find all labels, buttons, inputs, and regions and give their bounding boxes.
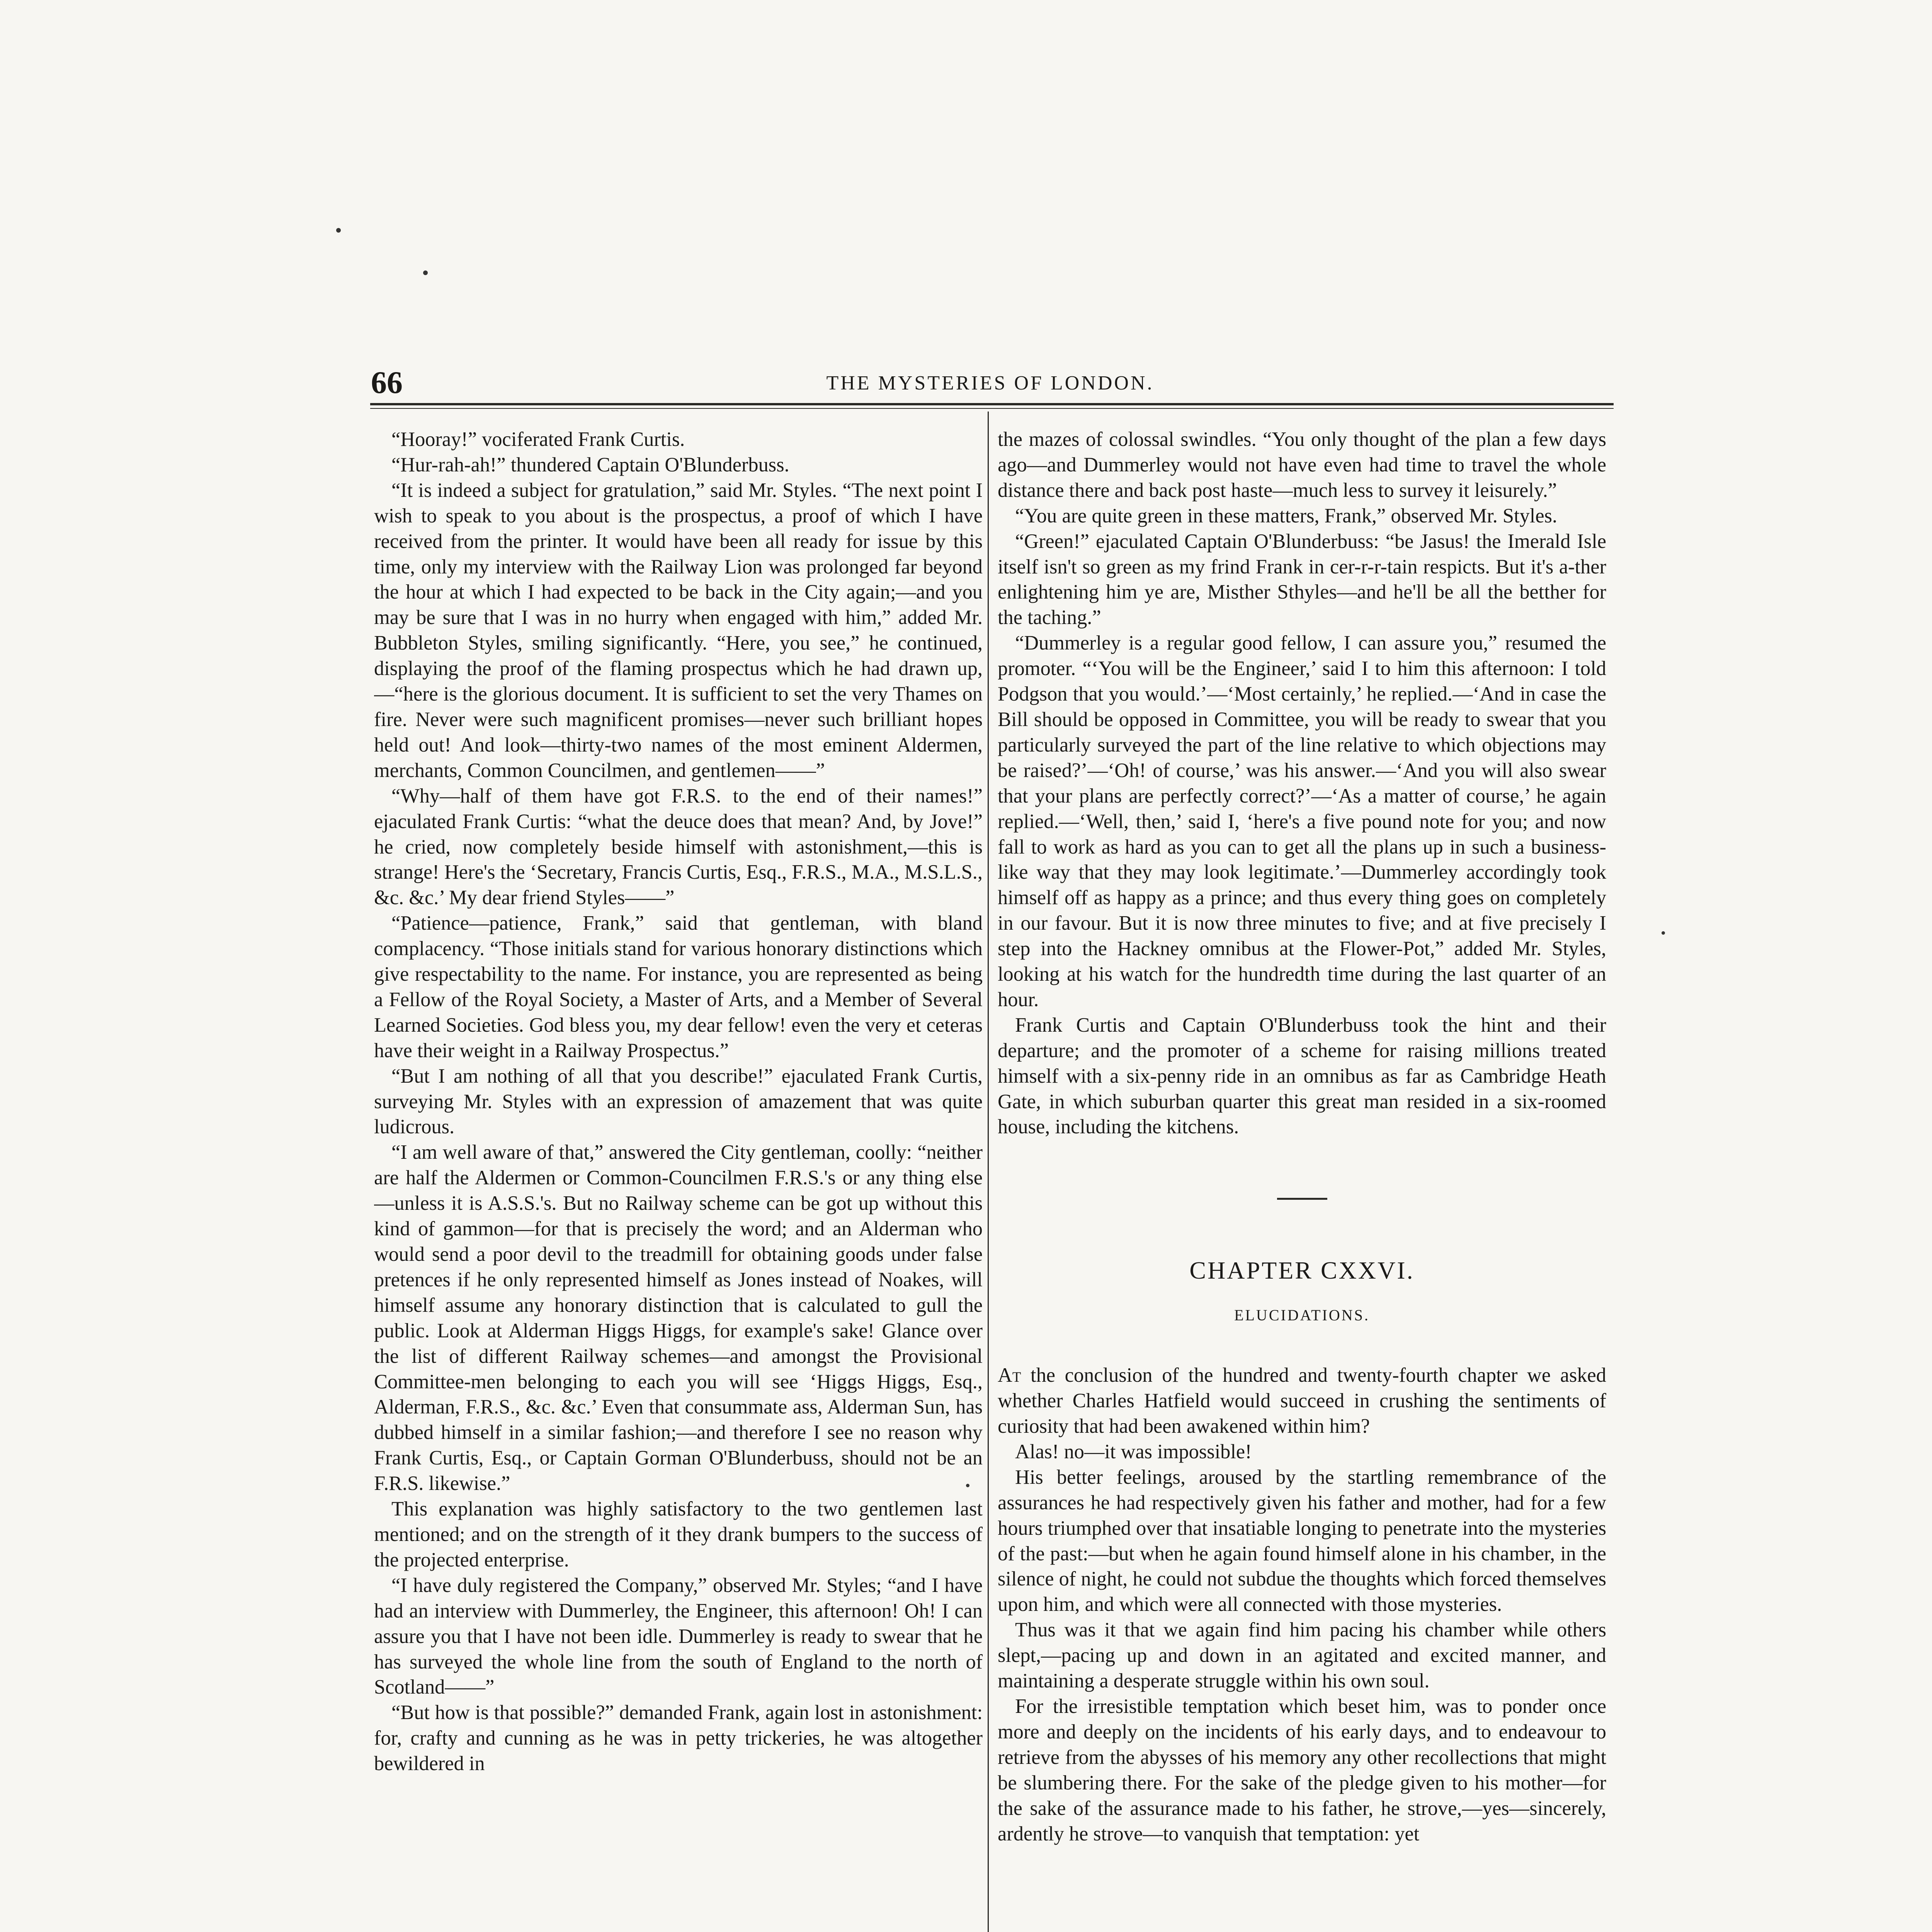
- paragraph: This explanation was highly satisfactory to the two gentlemen last mentioned; and on the strength of it they drank bumpers to the success of the projected enterprise.: [374, 1498, 983, 1571]
- chapter-subtitle: ELUCIDATIONS.: [1234, 1306, 1370, 1324]
- paragraph: His better feelings, aroused by the startling remembrance of the assurances he had respectively given his father and mother, had for a few hours triumphed over that insatiable longing to penetrate into the mysteries of the past:—but when he again found himself alone in his chamber, in the silence of night, he could not subdue the thoughts which forced themselves upon him, and which were all connected with those mysteries.: [998, 1466, 1606, 1616]
- column-divider: [988, 412, 989, 1932]
- paragraph: For the irresistible temptation which beset him, was to ponder once more and deeply on the incidents of his early days, and to endeavour to retrieve from the abysses of his memory any other recollections that might be slumbering there. For the sake of the pledge given to his mother—for the sake of the assurance made to his father, he strove,—yes—sincerely, ardently he strove—to vanquish that temptation: yet: [998, 1695, 1606, 1845]
- right-column: [998, 427, 1606, 1932]
- paragraph: “Why—half of them have got F.R.S. to the end of their names!” ejaculated Frank Curtis: “what the deuce does that mean? And, by Jove!” he cried, now completely beside himself with astonishment,—this is strange! Here's the ‘Secretary, Francis Curtis, Esq., F.R.S., M.A., M.S.L.S., &c. &c.’ My dear friend Styles——”: [374, 784, 983, 909]
- running-title: THE MYSTERIES OF LONDON.: [826, 372, 1154, 394]
- ink-speck: [336, 228, 341, 233]
- ink-speck: [1662, 931, 1665, 935]
- paragraph: Frank Curtis and Captain O'Blunderbuss took the hint and their departure; and the promoter of a scheme for raising millions treated himself with a six-penny ride in an omnibus as far as Cambridge Heath Gate, in which suburban quarter this great man resided in a six-roomed house, including the kitchens.: [998, 1014, 1606, 1138]
- paragraph: “Green!” ejaculated Captain O'Blunderbuss: “be Jasus! the Imerald Isle itself isn't so green as my frind Frank in cer-r-r-tain respicts. But it's a-ther enlightening him ye are, Misther Sthyles—and he'll be all the betther for the taching.”: [998, 530, 1606, 629]
- paragraph: “But how is that possible?” demanded Frank, again lost in astonishment: for, crafty and cunning as he was in petty trickeries, he was altogether bewildered in: [374, 1701, 983, 1775]
- ink-speck: [423, 270, 428, 275]
- header-rule-bottom: [370, 408, 1614, 409]
- paragraph-text: the conclusion of the hundred and twenty-fourth chapter we asked whether Charles Hatfield would succeed in crushing the sentiments of curiosity that had been awakened within him?: [998, 1364, 1606, 1437]
- paragraph: “Patience—patience, Frank,” said that gentleman, with bland complacency. “Those initials stand for various honorary distinctions which give respectability to the name. For instance, you are represented as being a Fellow of the Royal Society, a Master of Arts, and a Member of Several Learned Societies. God bless you, my dear fellow! even the very et ceteras have their weight in a Railway Prospectus.”: [374, 912, 983, 1062]
- chapter-first-paragraph: [998, 1363, 1606, 1439]
- paragraph: “You are quite green in these matters, Frank,” observed Mr. Styles.: [1015, 504, 1558, 527]
- paragraph: “It is indeed a subject for gratulation,” said Mr. Styles. “The next point I wish to speak to you about is the prospectus, a proof of which I have received from the printer. It would have been all ready for issue by this time, only my interview with the Railway Lion was prolonged far beyond the hour at which I had expected to be back in the City again;—and you may be sure that I was in no hurry when engaged with him,” added Mr. Bubbleton Styles, smiling significantly. “Here, you see,” he continued, displaying the proof of the flaming prospectus which he had drawn up,—“here is the glorious document. It is sufficient to set the very Thames on fire. Never were such magnificent promises—never such brilliant hopes held out! And look—thirty-two names of the most eminent Aldermen, merchants, Common Councilmen, and gentlemen——”: [374, 479, 983, 782]
- left-column: [374, 427, 983, 1932]
- paragraph: “I am well aware of that,” answered the City gentleman, coolly: “neither are half the Aldermen or Common-Councilmen F.R.S.'s or any thing else—unless it is A.S.S.'s. But no Railway scheme can be got up without this kind of gammon—for that is precisely the word; and an Alderman who would send a poor devil to the treadmill for obtaining goods under false pretences if he only represented himself as Jones instead of Noakes, will himself assume any honorary distinction that is calculated to gull the public. Look at Alderman Higgs Higgs, for example's sake! Glance over the list of different Railway schemes—and amongst the Provisional Committee-men belonging to each you will see ‘Higgs Higgs, Esq., Alderman, F.R.S., &c. &c.’ Even that consummate ass, Alderman Sun, has dubbed himself in a similar fashion;—and therefore I see no reason why Frank Curtis, Esq., or Captain Gorman O'Blunderbuss, should not be an F.R.S. likewise.”: [374, 1141, 983, 1495]
- paragraph: “I have duly registered the Company,” observed Mr. Styles; “and I have had an interview with Dummerley, the Engineer, this afternoon! Oh! I can assure you that I have not been idle. Dummerley is ready to swear that he has surveyed the whole line from the south of England to the north of Scotland——”: [374, 1574, 983, 1699]
- paragraph: “Dummerley is a regular good fellow, I can assure you,” resumed the promoter. “‘You will be the Engineer,’ said I to him this afternoon: I told Podgson that you would.’—‘Most certainly,’ he replied.—‘And in case the Bill should be opposed in Committee, you will be ready to swear that you particularly surveyed the part of the line relative to which objections may be raised?’—‘Oh! of course,’ was his answer.—‘And you will also swear that your plans are perfectly correct?’—‘As a matter of course,’ he again replied.—‘Well, then,’ said I, ‘here's a five pound note for you; and now fall to work as hard as you can to get all the plans up in such a business-like way that they may look legitimate.’—Dummerley accordingly took himself off as happy as a prince; and thus every thing goes on completely in our favour. But it is now three minutes to five; and at five precisely I step into the Hackney omnibus at the Flower-Pot,” added Mr. Styles, looking at his watch for the hundredth time during the last quarter of an hour.: [998, 632, 1606, 1011]
- paragraph: “Hooray!” vociferated Frank Curtis.: [391, 428, 685, 451]
- paragraph: “Hur-rah-ah!” thundered Captain O'Blunderbuss.: [391, 453, 789, 476]
- chapter-heading: [998, 1198, 1606, 1328]
- paragraph: “But I am nothing of all that you describe!” ejaculated Frank Curtis, surveying Mr. Styles with an expression of amazement that was quite ludicrous.: [374, 1065, 983, 1138]
- paragraph: Alas! no—it was impossible!: [1015, 1440, 1252, 1463]
- paragraph: the mazes of colossal swindles. “You only thought of the plan a few days ago—and Dummerley would not have even had time to travel the whole distance there and back post haste—much less to survey it leisurely.”: [998, 428, 1606, 502]
- chapter-separator-rule: [1277, 1198, 1327, 1200]
- page-number: 66: [371, 365, 403, 400]
- page-header: [371, 365, 1609, 400]
- header-rule-top: [370, 403, 1614, 405]
- opening-word: At: [998, 1364, 1021, 1387]
- paragraph: Thus was it that we again find him pacing his chamber while others slept,—pacing up and down in an agitated and excited manner, and maintaining a desperate struggle within his own soul.: [998, 1619, 1606, 1692]
- chapter-title: CHAPTER CXXVI.: [1189, 1257, 1415, 1284]
